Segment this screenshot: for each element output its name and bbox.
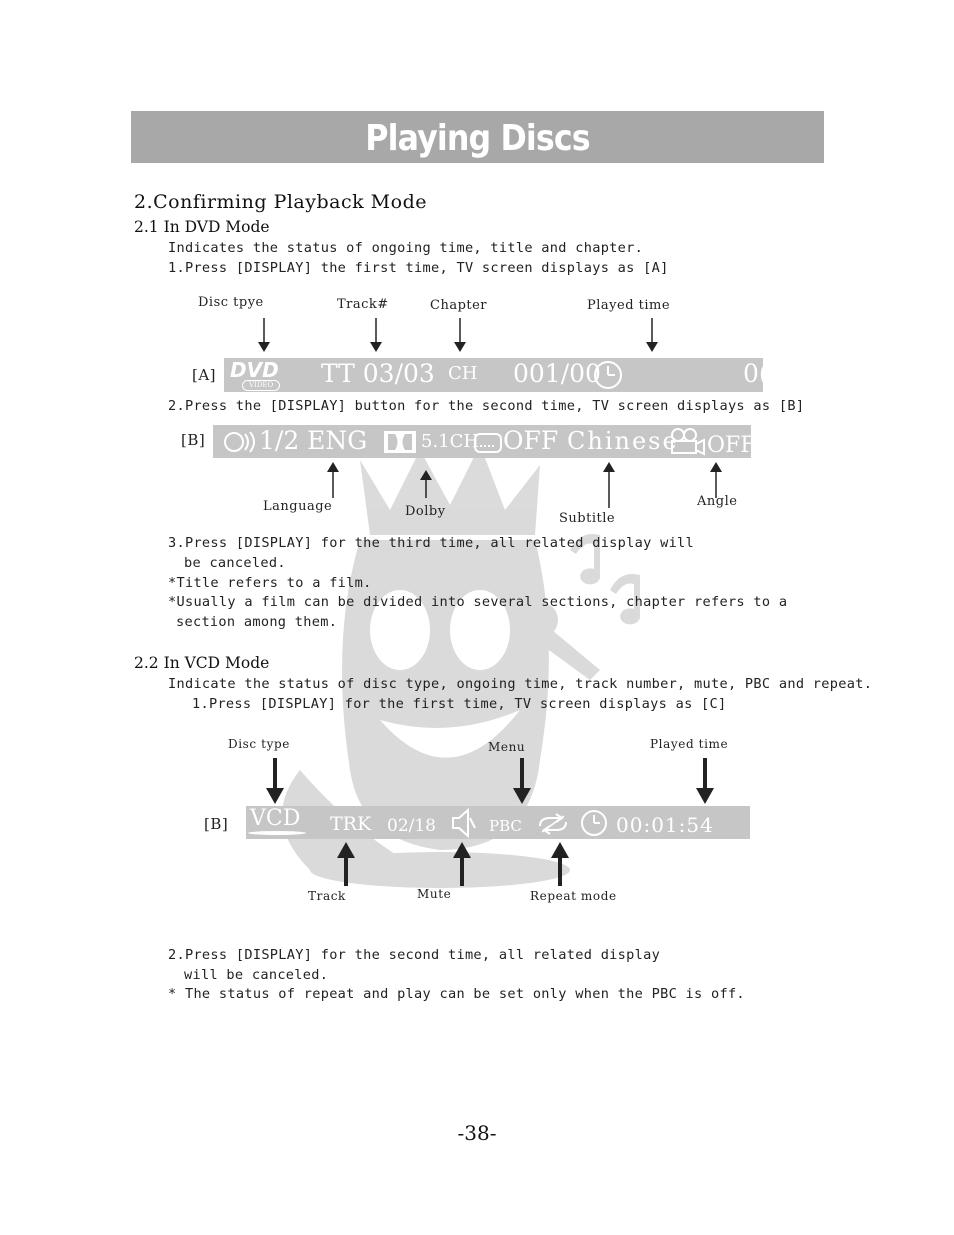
label-track: Track# [337, 297, 389, 312]
arrow-icon [257, 318, 271, 354]
dvd-step2: 2.Press the [DISPLAY] button for the second time, TV screen displays as [B] [168, 398, 805, 414]
vcd-note: * The status of repeat and play can be set only when the PBC is off. [168, 986, 745, 1002]
dvd-step1: 1.Press [DISPLAY] the first time, TV screen displays as [A] [168, 260, 669, 276]
title-banner [131, 111, 824, 163]
osd-subtitle-state: OFF [503, 426, 559, 455]
vcd-logo-text: VCD [250, 806, 301, 831]
osd-language: 1/2 ENG [259, 426, 368, 455]
arrow-icon [550, 842, 570, 886]
arrow-icon [695, 758, 715, 804]
page-title: Playing Discs [365, 118, 590, 159]
label-chapter: Chapter [430, 298, 488, 313]
osd-pbc: PBC [489, 817, 522, 835]
osd-subtitle-language: Chinese [567, 427, 679, 455]
arrow-icon [453, 318, 467, 354]
mute-speaker-icon [450, 808, 476, 838]
dvd-note-chapter-line2: section among them. [176, 614, 338, 630]
vcd-step2-line2: will be canceled. [184, 967, 329, 983]
label-vcd-track: Track [308, 889, 346, 903]
osd-bar-c [246, 806, 750, 839]
label-vcd-disc-type: Disc type [228, 737, 290, 751]
label-vcd-mute: Mute [417, 887, 452, 901]
dvd-step3-line1: 3.Press [DISPLAY] for the third time, all related display will [168, 535, 695, 551]
osd-dolby-channels: 5.1CH [421, 431, 480, 452]
osd-chapter: 001/00 [513, 359, 601, 388]
arrow-icon [265, 758, 285, 804]
dvd-subheading: 2.1 In DVD Mode [134, 218, 270, 236]
arrow-icon [336, 842, 356, 886]
label-vcd-played-time: Played time [650, 737, 729, 751]
vcd-logo-icon [248, 806, 308, 838]
osd-trk: TRK [330, 813, 372, 835]
arrow-icon [369, 318, 383, 354]
arrow-icon [645, 318, 659, 354]
arrow-icon [326, 462, 340, 498]
dvd-step3-line2: be canceled. [184, 555, 286, 571]
vcd-step2-line1: 2.Press [DISPLAY] for the second time, all related display [168, 947, 661, 963]
label-vcd-menu: Menu [488, 740, 526, 754]
osd-ch: CH [448, 363, 478, 384]
clock-icon [580, 809, 610, 837]
audio-language-icon [223, 431, 257, 453]
arrow-icon [452, 842, 472, 886]
label-angle: Angle [697, 494, 738, 509]
osd-time: 0( [743, 359, 769, 388]
vcd-subheading: 2.2 In VCD Mode [134, 654, 270, 672]
arrow-icon [709, 462, 723, 498]
vcd-step1: 1.Press [DISPLAY] for the first time, TV screen displays as [C] [192, 696, 727, 712]
repeat-icon [536, 814, 570, 834]
label-played-time: Played time [587, 298, 671, 313]
osd-bar-b [213, 425, 756, 458]
osd-title-track: TT 03/03 [321, 359, 435, 388]
osd-bar-a [224, 358, 769, 392]
vcd-logo-swoosh [248, 831, 306, 835]
label-subtitle: Subtitle [559, 511, 616, 526]
bar-a-tag: [A] [192, 366, 217, 384]
dvd-logo-text: DVD [230, 358, 279, 382]
dvd-note-chapter-line1: *Usually a film can be divided into several sections, chapter refers to a [168, 594, 788, 610]
dvd-video-logo-icon [228, 360, 294, 388]
dolby-icon [383, 430, 417, 454]
osd-angle-state: OFF [707, 433, 756, 458]
vcd-intro: Indicate the status of disc type, ongoing time, track number, mute, PBC and repeat. [168, 676, 873, 692]
dvd-note-title: *Title refers to a film. [168, 575, 372, 591]
osd-track-number: 02/18 [387, 816, 436, 836]
angle-camera-icon [668, 427, 708, 457]
bar-b-tag: [B] [181, 431, 206, 449]
bar-c-tag: [B] [204, 815, 229, 833]
label-disc-type: Disc tpye [198, 295, 264, 310]
arrow-icon [512, 758, 532, 804]
section-heading: 2.Confirming Playback Mode [134, 191, 427, 213]
clock-icon [592, 360, 626, 390]
label-dolby: Dolby [405, 504, 446, 519]
dvd-intro: Indicates the status of ongoing time, title and chapter. [168, 240, 644, 256]
subtitle-icon [474, 433, 502, 453]
page-number: -38- [457, 1121, 497, 1145]
label-language: Language [263, 499, 333, 514]
arrow-icon [602, 462, 616, 508]
arrow-icon [419, 470, 433, 498]
osd-vcd-time: 00:01:54 [616, 813, 714, 837]
dvd-logo-sub: VIDEO [242, 380, 280, 391]
label-vcd-repeat: Repeat mode [530, 889, 617, 903]
